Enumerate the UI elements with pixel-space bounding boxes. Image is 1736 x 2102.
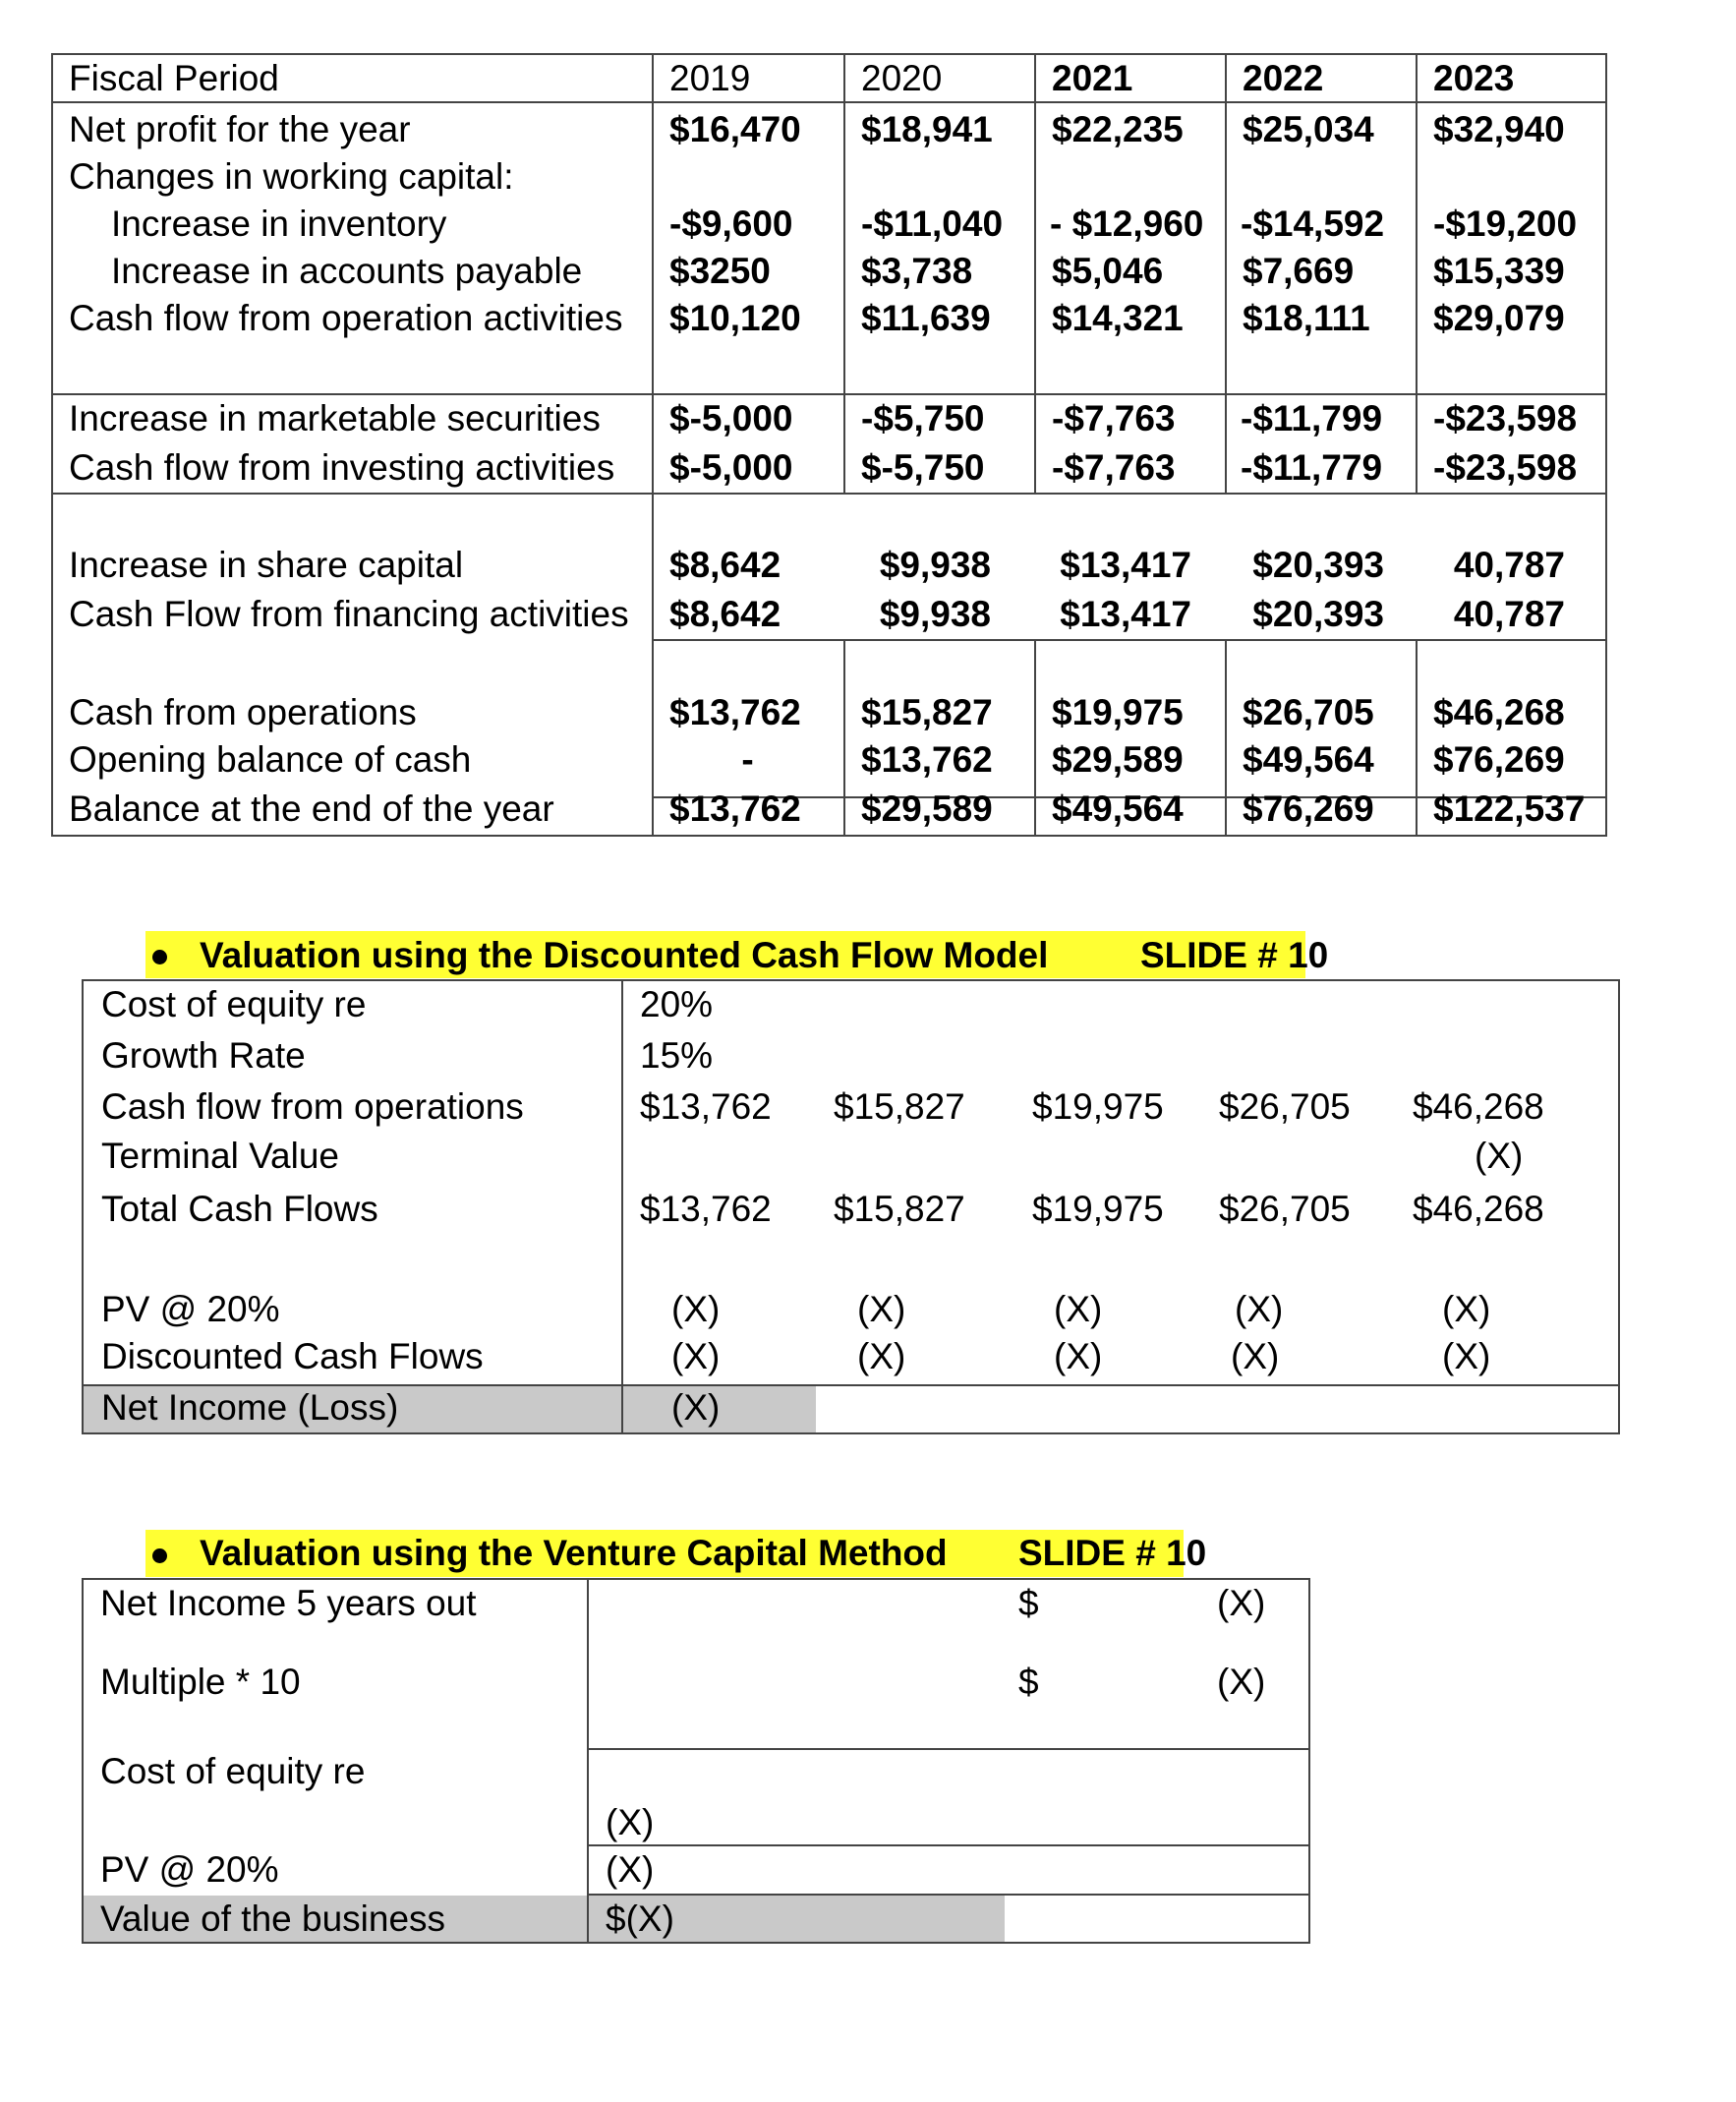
payable-label: Increase in accounts payable	[111, 251, 583, 291]
cash-operations-value: $15,827	[861, 692, 993, 732]
securities-value: -$5,750	[861, 398, 985, 438]
ending-balance-value: $49,564	[1052, 788, 1184, 829]
vc-value-business: $(X)	[606, 1898, 674, 1939]
share-capital-value: $8,642	[669, 545, 781, 585]
dcf-total-value: $13,762	[640, 1189, 772, 1229]
payable-value: $15,339	[1433, 251, 1565, 291]
dcf-pv-value: (X)	[1442, 1289, 1491, 1329]
payable-value: $3,738	[861, 251, 973, 291]
vc-cost-equity-value: (X)	[606, 1802, 655, 1842]
dcf-discounted-value: (X)	[1442, 1336, 1491, 1376]
cf-investing-value: -$7,763	[1052, 447, 1176, 488]
share-capital-value: $9,938	[879, 545, 991, 585]
cf-operation-value: $18,111	[1243, 298, 1370, 338]
cf-financing-label: Cash Flow from financing activities	[69, 594, 629, 634]
dcf-net-income-label: Net Income (Loss)	[101, 1387, 399, 1428]
dcf-heading: Valuation using the Discounted Cash Flow Model	[200, 935, 1049, 975]
year-header: 2019	[669, 58, 751, 98]
cf-operation-value: $11,639	[861, 298, 991, 338]
cash-operations-value: $13,762	[669, 692, 801, 732]
dcf-pv-value: (X)	[671, 1289, 721, 1329]
cf-investing-value: $-5,750	[861, 447, 985, 488]
bullet-icon	[152, 1548, 167, 1563]
working-capital-label: Changes in working capital:	[69, 156, 514, 197]
cf-investing-value: -$23,598	[1433, 447, 1578, 488]
dcf-slide-ref: SLIDE # 10	[1140, 935, 1329, 975]
securities-value: -$23,598	[1433, 398, 1578, 438]
net-profit-value: $25,034	[1243, 109, 1374, 149]
ending-balance-value: $76,269	[1243, 788, 1374, 829]
dcf-total-label: Total Cash Flows	[101, 1189, 378, 1229]
cf-financing-value: $9,938	[879, 594, 991, 634]
share-capital-value: $13,417	[1060, 545, 1191, 585]
cash-operations-value: $19,975	[1052, 692, 1184, 732]
dcf-total-value: $46,268	[1413, 1189, 1544, 1229]
dcf-pv-label: PV @ 20%	[101, 1289, 280, 1329]
cash-operations-value: $46,268	[1433, 692, 1565, 732]
opening-balance-value: $29,589	[1052, 739, 1184, 780]
inventory-label: Increase in inventory	[111, 204, 447, 244]
dcf-terminal-value: (X)	[1475, 1136, 1524, 1176]
net-profit-value: $16,470	[669, 109, 801, 149]
opening-balance-value: -	[741, 739, 754, 780]
dcf-terminal-label: Terminal Value	[101, 1136, 339, 1176]
vc-net-income-label: Net Income 5 years out	[100, 1583, 477, 1623]
vc-multiple-label: Multiple * 10	[100, 1662, 301, 1702]
securities-label: Increase in marketable securities	[69, 398, 601, 438]
dcf-pv-value: (X)	[1235, 1289, 1284, 1329]
cf-investing-value: -$11,779	[1241, 447, 1383, 488]
opening-balance-value: $49,564	[1243, 739, 1374, 780]
vc-value-label: Value of the business	[100, 1898, 446, 1939]
cf-operation-label: Cash flow from operation activities	[69, 298, 623, 338]
dcf-total-value: $19,975	[1032, 1189, 1164, 1229]
vc-multiple-currency: $	[1018, 1662, 1039, 1702]
share-capital-label: Increase in share capital	[69, 545, 464, 585]
cf-financing-value: 40,787	[1453, 594, 1565, 634]
cash-operations-label: Cash from operations	[69, 692, 417, 732]
dcf-pv-value: (X)	[857, 1289, 906, 1329]
header-label: Fiscal Period	[69, 58, 279, 98]
payable-value: $3250	[669, 251, 771, 291]
vc-slide-ref: SLIDE # 10	[1018, 1533, 1207, 1573]
dcf-cf-ops-value: $15,827	[834, 1086, 965, 1127]
dcf-cost-equity-label: Cost of equity re	[101, 984, 367, 1024]
dcf-total-value: $15,827	[834, 1189, 965, 1229]
cf-operation-value: $14,321	[1052, 298, 1184, 338]
dcf-cf-ops-label: Cash flow from operations	[101, 1086, 524, 1127]
dcf-total-value: $26,705	[1219, 1189, 1351, 1229]
share-capital-value: $20,393	[1252, 545, 1384, 585]
dcf-growth-label: Growth Rate	[101, 1035, 306, 1076]
dcf-cf-ops-value: $26,705	[1219, 1086, 1351, 1127]
share-capital-value: 40,787	[1453, 545, 1565, 585]
ending-balance-label: Balance at the end of the year	[69, 788, 554, 829]
dcf-discounted-value: (X)	[671, 1336, 721, 1376]
dcf-cf-ops-value: $13,762	[640, 1086, 772, 1127]
vc-pv-value: (X)	[606, 1849, 655, 1890]
cf-operation-value: $10,120	[669, 298, 801, 338]
dcf-pv-value: (X)	[1054, 1289, 1103, 1329]
cf-financing-value: $13,417	[1060, 594, 1191, 634]
ending-balance-value: $122,537	[1433, 788, 1586, 829]
cf-investing-label: Cash flow from investing activities	[69, 447, 615, 488]
vc-net-income-value: (X)	[1217, 1583, 1266, 1623]
securities-value: -$7,763	[1052, 398, 1176, 438]
inventory-value: -$19,200	[1433, 204, 1578, 244]
vc-pv-label: PV @ 20%	[100, 1849, 279, 1890]
inventory-value: -$9,600	[669, 204, 793, 244]
opening-balance-label: Opening balance of cash	[69, 739, 472, 780]
inventory-value: -$11,040	[861, 204, 1004, 244]
net-profit-value: $32,940	[1433, 109, 1565, 149]
cf-operation-value: $29,079	[1433, 298, 1565, 338]
vc-cost-equity-label: Cost of equity re	[100, 1751, 366, 1791]
year-header: 2020	[861, 58, 943, 98]
cf-investing-value: $-5,000	[669, 447, 793, 488]
cf-financing-value: $20,393	[1252, 594, 1384, 634]
securities-value: $-5,000	[669, 398, 793, 438]
net-profit-value: $18,941	[861, 109, 993, 149]
net-profit-label: Net profit for the year	[69, 109, 411, 149]
securities-value: -$11,799	[1241, 398, 1383, 438]
payable-value: $5,046	[1052, 251, 1164, 291]
dcf-discounted-value: (X)	[857, 1336, 906, 1376]
year-header: 2022	[1243, 58, 1324, 98]
cash-operations-value: $26,705	[1243, 692, 1374, 732]
cf-financing-value: $8,642	[669, 594, 781, 634]
opening-balance-value: $76,269	[1433, 739, 1565, 780]
bullet-icon	[152, 950, 167, 964]
dcf-discounted-value: (X)	[1054, 1336, 1103, 1376]
dcf-discounted-label: Discounted Cash Flows	[101, 1336, 484, 1376]
payable-value: $7,669	[1243, 251, 1355, 291]
net-profit-value: $22,235	[1052, 109, 1184, 149]
dcf-growth-value: 15%	[640, 1035, 714, 1076]
ending-balance-value: $13,762	[669, 788, 801, 829]
dcf-discounted-value: (X)	[1231, 1336, 1280, 1376]
opening-balance-value: $13,762	[861, 739, 993, 780]
inventory-value: -$14,592	[1241, 204, 1385, 244]
vc-net-income-currency: $	[1018, 1583, 1039, 1623]
vc-multiple-value: (X)	[1217, 1662, 1266, 1702]
dcf-cf-ops-value: $46,268	[1413, 1086, 1544, 1127]
vc-heading: Valuation using the Venture Capital Method	[200, 1533, 948, 1573]
year-header: 2021	[1052, 58, 1133, 98]
dcf-cf-ops-value: $19,975	[1032, 1086, 1164, 1127]
dcf-cost-equity-value: 20%	[640, 984, 714, 1024]
inventory-value: - $12,960	[1050, 204, 1204, 244]
ending-balance-value: $29,589	[861, 788, 993, 829]
year-header: 2023	[1433, 58, 1515, 98]
dcf-net-income-value: (X)	[671, 1387, 721, 1428]
